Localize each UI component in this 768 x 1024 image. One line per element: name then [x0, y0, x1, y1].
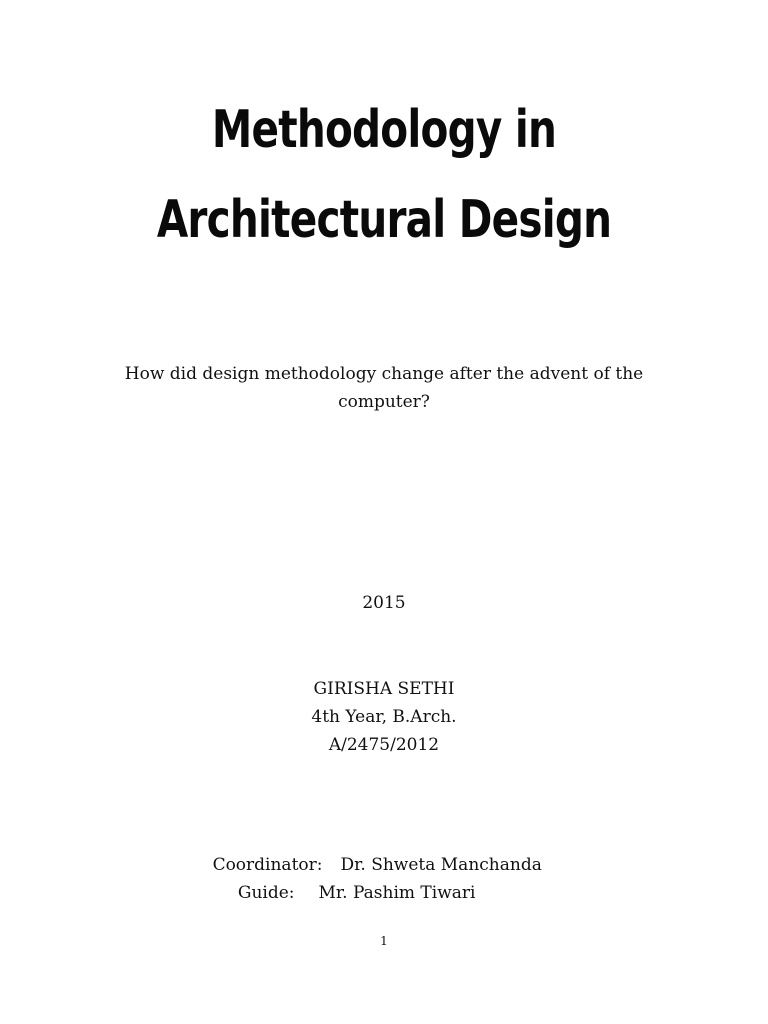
page-number: 1: [380, 934, 388, 948]
author-block: [0, 675, 768, 759]
title-line-1: Methodology in: [211, 100, 557, 160]
credit-row-coordinator: [0, 851, 768, 879]
credit-role: Guide:: [237, 883, 295, 903]
credits: [0, 851, 768, 907]
credit-person: Dr. Shweta Manchanda: [340, 855, 542, 875]
research-question: How did design methodology change after the advent of the computer?: [124, 364, 644, 412]
author-roll-number: A/2475/2012: [328, 735, 440, 755]
year: 2015: [362, 593, 406, 613]
credit-role: Coordinator:: [212, 855, 323, 875]
author-program: 4th Year, B.Arch.: [311, 707, 457, 727]
title-line-2: Architectural Design: [156, 190, 612, 250]
author-name: GIRISHA SETHI: [313, 679, 455, 699]
credit-person: Mr. Pashim Tiwari: [318, 883, 476, 903]
credit-row-guide: [0, 879, 768, 907]
